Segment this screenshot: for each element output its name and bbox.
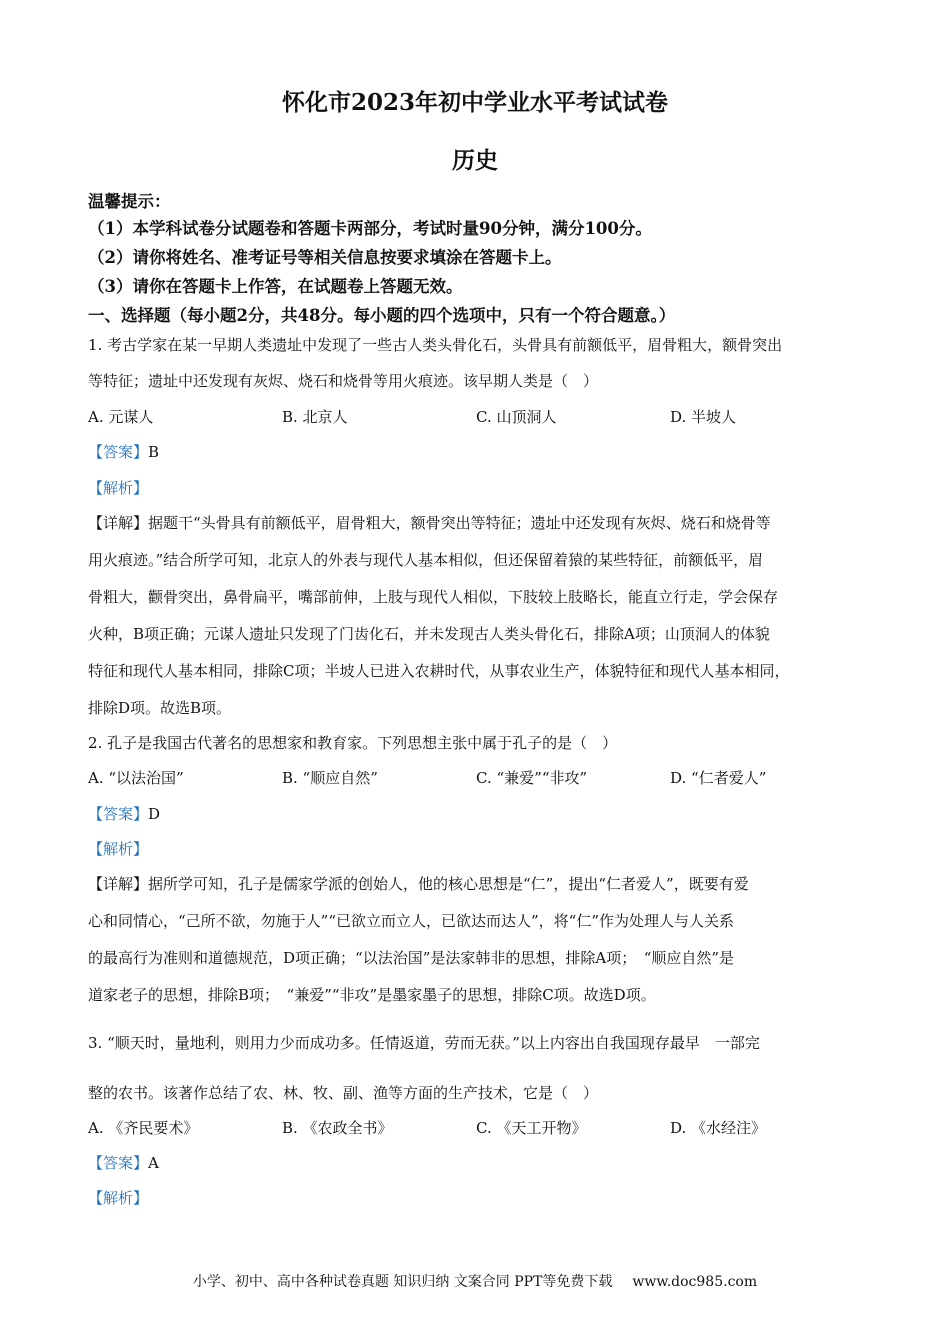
analysis-tag: 【解析】 [88,479,149,497]
option-c: C. 山顶洞人 [476,408,557,426]
option-b: B. 北京人 [282,408,348,426]
option-d: D. 半坡人 [670,408,737,426]
detail-text: 据所学可知，孔子是儒家学派的创始人，他的核心思想是“仁”，提出“仁者爱人”，既要有爱 [148,875,749,893]
option-d: D. “仁者爱人” [670,769,767,787]
answer-tag: 【答案】 [88,805,149,823]
section-heading: 一、选择题（每小题2分，共48分。每小题的四个选项中，只有一个符合题意。） [88,306,676,325]
question-text: 1. 考古学家在某一早期人类遗址中发现了一些古人类头骨化石，头骨具有前额低平，眉骨粗大，额骨突出 [88,336,783,354]
detail-text: 道家老子的思想，排除B项； “兼爱”“非攻”是墨家墨子的思想，排除C项。故选D项。 [88,986,656,1004]
option-b: B. 《农政全书》 [282,1119,393,1137]
option-a: A. 元谋人 [88,408,154,426]
question-text: 2. 孔子是我国古代著名的思想家和教育家。下列思想主张中属于孔子的是（ ） [88,734,618,752]
subject-title: 历史 [452,147,498,174]
notice-item: （3）请你在答题卡上作答，在试题卷上答题无效。 [88,277,463,296]
detail-text: 用火痕迹。”结合所学可知，北京人的外表与现代人基本相似，但还保留着猿的某些特征，前额低平，眉 [88,551,764,569]
answer-value: B [148,443,160,461]
option-a: A. 《齐民要术》 [88,1119,199,1137]
question-text: 等特征；遗址中还发现有灰烬、烧石和烧骨等用火痕迹。该早期人类是（ ） [88,372,599,390]
exam-title: 怀化市2023年初中学业水平考试试卷 [281,89,668,116]
answer-value: A [148,1154,159,1172]
answer-line [88,803,160,824]
answer-tag: 【答案】 [88,443,149,461]
question-text: 3. “顺天时，量地利，则用力少而成功多。任情返道，劳而无获。”以上内容出自我国现存最早 一部完 [88,1034,760,1052]
detail-text: 据题干“头骨具有前额低平，眉骨粗大，额骨突出等特征；遗址中还发现有灰烬、烧石和烧骨等 [148,514,771,532]
option-c: C. “兼爱”“非攻” [476,769,588,787]
detail-text: 特征和现代人基本相同，排除C项；半坡人已进入农耕时代，从事农业生产，体貌特征和现代人基本相同， [88,662,790,680]
answer-tag: 【答案】 [88,1154,149,1172]
answer-line [88,1152,159,1173]
page-footer [0,1271,950,1291]
answer-line [88,441,159,462]
detail-text: 火种，B项正确；元谋人遗址只发现了门齿化石，并未发现古人类头骨化石，排除A项；山顶洞人的体貌 [88,625,770,643]
notice-item: （2）请你将姓名、准考证号等相关信息按要求填涂在答题卡上。 [88,248,562,267]
detail-text: 骨粗大，颧骨突出，鼻骨扁平，嘴部前伸，上肢与现代人相似，下肢较上肢略长，能直立行走，学会保存 [88,588,779,606]
footer-link[interactable]: www.doc985.com [632,1274,758,1290]
analysis-tag: 【解析】 [88,840,149,858]
notice-heading: 温馨提示： [88,192,171,211]
option-d: D. 《水经注》 [670,1119,767,1137]
question-text: 整的农书。该著作总结了农、林、牧、副、渔等方面的生产技术，它是（ ） [88,1084,599,1102]
footer-text: 小学、初中、高中各种试卷真题 知识归纳 文案合同 PPT等免费下载 [192,1274,613,1290]
option-b: B. “顺应自然” [282,769,378,787]
detail-line [88,512,771,533]
notice-item: （1）本学科试卷分试题卷和答题卡两部分，考试时量90分钟，满分100分。 [88,219,652,238]
detail-line [88,873,749,894]
option-a: A. “以法治国” [88,769,184,787]
answer-value: D [148,805,161,823]
detail-text: 排除D项。故选B项。 [88,699,232,717]
detail-tag: 【详解】 [88,514,149,532]
detail-text: 的最高行为准则和道德规范，D项正确；“以法治国”是法家韩非的思想，排除A项； “顺应自然”是 [88,949,735,967]
detail-tag: 【详解】 [88,875,149,893]
option-c: C. 《天工开物》 [476,1119,587,1137]
analysis-tag: 【解析】 [88,1189,149,1207]
detail-text: 心和同情心，“己所不欲，勿施于人”“已欲立而立人，已欲达而达人”，将“仁”作为处理人与人关系 [88,912,735,930]
